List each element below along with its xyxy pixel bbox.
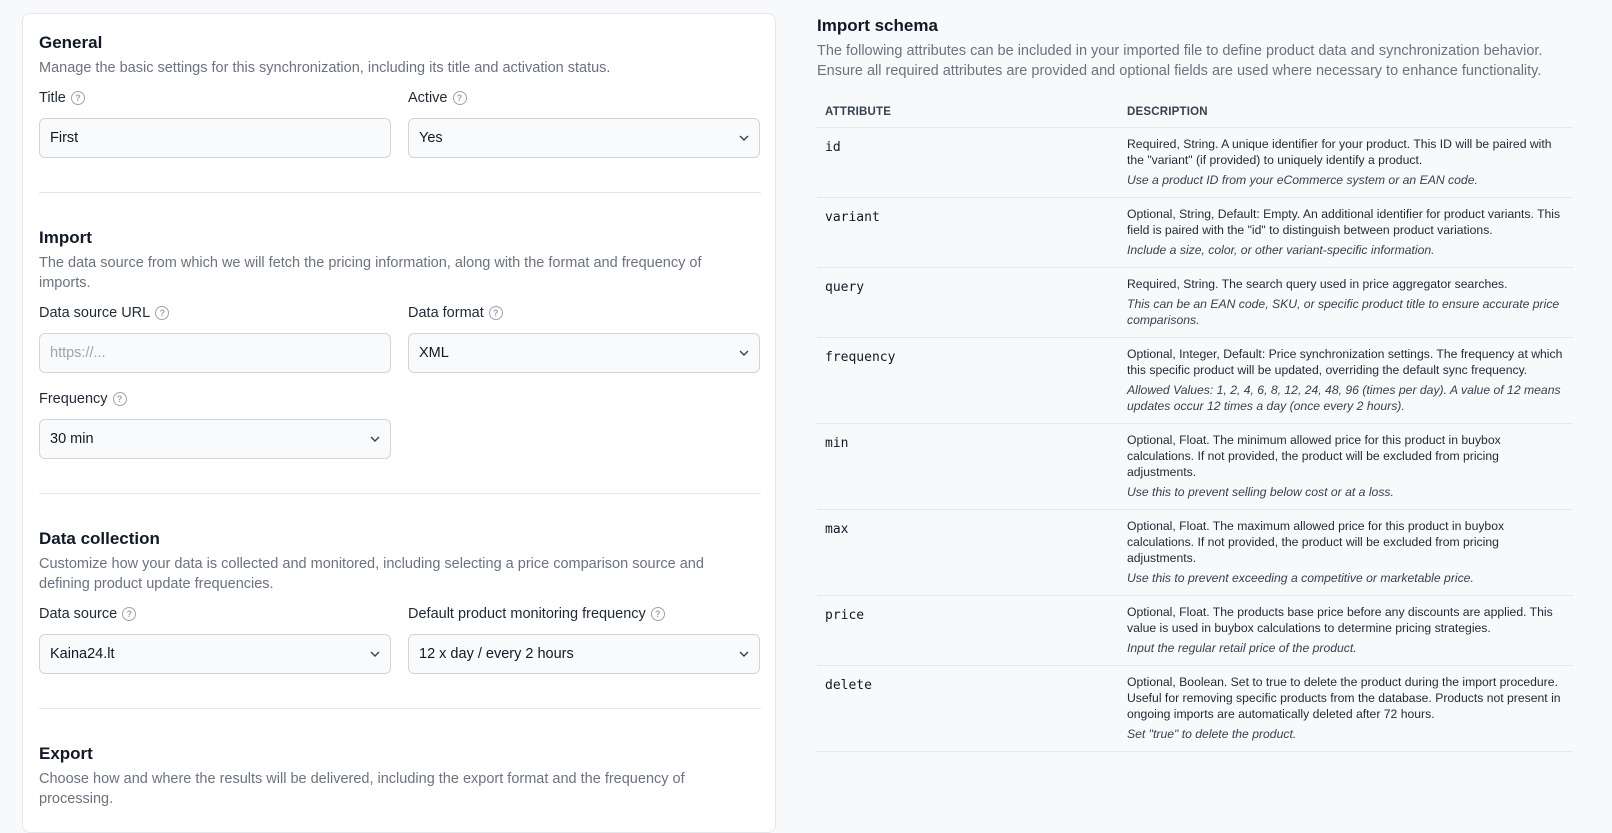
- help-icon[interactable]: ?: [122, 607, 136, 621]
- data-format-value: XML: [419, 345, 449, 361]
- title-input-value: First: [50, 130, 79, 146]
- frequency-label: [39, 391, 127, 407]
- title-label-text: Title: [39, 90, 66, 106]
- description-cell: [1119, 338, 1573, 424]
- data-format-label-text: Data format: [408, 305, 484, 321]
- help-icon[interactable]: ?: [651, 607, 665, 621]
- title-label: [39, 90, 85, 106]
- attribute-cell: frequency: [817, 338, 1119, 424]
- description-cell: [1119, 596, 1573, 666]
- description-text: Optional, Float. The maximum allowed price for this product in buybox calculations. If not provided, the product will be excluded from pricing adjustments.: [1127, 519, 1505, 565]
- monitoring-frequency-label-text: Default product monitoring frequency: [408, 606, 646, 622]
- import-schema-table: [817, 97, 1573, 752]
- data-source-url-input[interactable]: [39, 333, 391, 373]
- data-format-label: [408, 305, 503, 321]
- import-heading: Import: [39, 228, 92, 247]
- attribute-cell: query: [817, 268, 1119, 338]
- attribute-cell: price: [817, 596, 1119, 666]
- data-collection-heading: Data collection: [39, 529, 160, 548]
- general-heading: General: [39, 33, 103, 52]
- chevron-down-icon: [739, 651, 749, 657]
- section-divider: [39, 192, 761, 193]
- frequency-label-text: Frequency: [39, 391, 108, 407]
- description-text: Optional, String, Default: Empty. An additional identifier for product variants. This field is paired with the "id" to distinguish between product variations.: [1127, 207, 1561, 237]
- description-note: Include a size, color, or other variant-specific information.: [1127, 243, 1435, 257]
- attribute-cell: delete: [817, 666, 1119, 752]
- description-note: Use a product ID from your eCommerce system or an EAN code.: [1127, 173, 1478, 187]
- description-note: Allowed Values: 1, 2, 4, 6, 8, 12, 24, 48, 96 (times per day). A value of 12 means updates occur 12 times a day (once every 2 hours).: [1127, 383, 1561, 413]
- description-text: Optional, Float. The minimum allowed price for this product in buybox calculations. If not provided, the product will be excluded from pricing adjustments.: [1127, 433, 1501, 479]
- table-row: [817, 338, 1573, 424]
- description-text: Required, String. A unique identifier for your product. This ID will be paired with the "variant" (if provided) to uniquely identify a product.: [1127, 137, 1552, 167]
- description-text: Optional, Boolean. Set to true to delete the product during the import procedure. Useful for removing specific products from the database. Products not present in ongoing imports are automatically deleted after 72 hours.: [1127, 675, 1561, 721]
- attribute-cell: max: [817, 510, 1119, 596]
- section-divider: [39, 708, 761, 709]
- export-description: Choose how and where the results will be delivered, including the export format and the frequency of processing.: [39, 771, 685, 807]
- description-cell: [1119, 268, 1573, 338]
- import-description: The data source from which we will fetch the pricing information, along with the format and frequency of imports.: [39, 255, 702, 291]
- table-row: [817, 128, 1573, 198]
- section-divider: [39, 493, 761, 494]
- attribute-cell: min: [817, 424, 1119, 510]
- table-row: [817, 510, 1573, 596]
- data-collection-description: Customize how your data is collected and monitored, including selecting a price comparison source and defining product update frequencies.: [39, 556, 704, 592]
- data-source-select[interactable]: [39, 634, 391, 674]
- help-icon[interactable]: ?: [71, 91, 85, 105]
- description-note: This can be an EAN code, SKU, or specific product title to ensure accurate price comparisons.: [1127, 297, 1560, 327]
- help-icon[interactable]: ?: [453, 91, 467, 105]
- table-row: [817, 268, 1573, 338]
- help-icon[interactable]: ?: [489, 306, 503, 320]
- table-row: [817, 666, 1573, 752]
- description-note: Set "true" to delete the product.: [1127, 727, 1297, 741]
- data-source-label: [39, 606, 136, 622]
- frequency-value: 30 min: [50, 431, 94, 447]
- chevron-down-icon: [739, 350, 749, 356]
- active-label-text: Active: [408, 90, 448, 106]
- data-source-value: Kaina24.lt: [50, 646, 115, 662]
- export-heading: Export: [39, 744, 93, 763]
- frequency-select[interactable]: [39, 419, 391, 459]
- data-source-url-label: [39, 305, 169, 321]
- column-header-attribute: ATTRIBUTE: [825, 106, 892, 118]
- attribute-cell: id: [817, 128, 1119, 198]
- attribute-cell: variant: [817, 198, 1119, 268]
- table-row: [817, 596, 1573, 666]
- description-cell: [1119, 128, 1573, 198]
- active-select[interactable]: [408, 118, 760, 158]
- help-icon[interactable]: ?: [155, 306, 169, 320]
- table-row: [817, 198, 1573, 268]
- chevron-down-icon: [370, 651, 380, 657]
- column-header-description: DESCRIPTION: [1127, 106, 1208, 118]
- import-schema-description: The following attributes can be included in your imported file to define product data and synchronization behavior. Ensure all required attributes are provided and optional fields are used where necessary to enhance functionality.: [817, 43, 1543, 79]
- description-text: Optional, Float. The products base price before any discounts are applied. This value is used in buybox calculations to determine pricing strategies.: [1127, 605, 1553, 635]
- chevron-down-icon: [370, 436, 380, 442]
- data-source-url-placeholder: https://...: [50, 345, 106, 361]
- description-cell: [1119, 424, 1573, 510]
- chevron-down-icon: [739, 135, 749, 141]
- description-cell: [1119, 666, 1573, 752]
- description-note: Use this to prevent exceeding a competitive or marketable price.: [1127, 571, 1474, 585]
- description-cell: [1119, 198, 1573, 268]
- monitoring-frequency-label: [408, 606, 665, 622]
- monitoring-frequency-select[interactable]: [408, 634, 760, 674]
- description-text: Optional, Integer, Default: Price synchronization settings. The frequency at which this specific product will be updated, overriding the default sync frequency.: [1127, 347, 1563, 377]
- active-select-value: Yes: [419, 130, 443, 146]
- help-icon[interactable]: ?: [113, 392, 127, 406]
- table-header-row: [817, 97, 1573, 128]
- monitoring-frequency-value: 12 x day / every 2 hours: [419, 646, 574, 662]
- general-description: Manage the basic settings for this synchronization, including its title and activation status.: [39, 60, 611, 76]
- table-row: [817, 424, 1573, 510]
- description-text: Required, String. The search query used in price aggregator searches.: [1127, 277, 1508, 291]
- description-cell: [1119, 510, 1573, 596]
- data-format-select[interactable]: [408, 333, 760, 373]
- description-note: Input the regular retail price of the product.: [1127, 641, 1357, 655]
- data-source-url-label-text: Data source URL: [39, 305, 151, 321]
- description-note: Use this to prevent selling below cost or at a loss.: [1127, 485, 1394, 499]
- import-schema-heading: Import schema: [817, 16, 938, 35]
- title-input[interactable]: [39, 118, 391, 158]
- active-label: [408, 90, 467, 106]
- data-source-label-text: Data source: [39, 606, 118, 622]
